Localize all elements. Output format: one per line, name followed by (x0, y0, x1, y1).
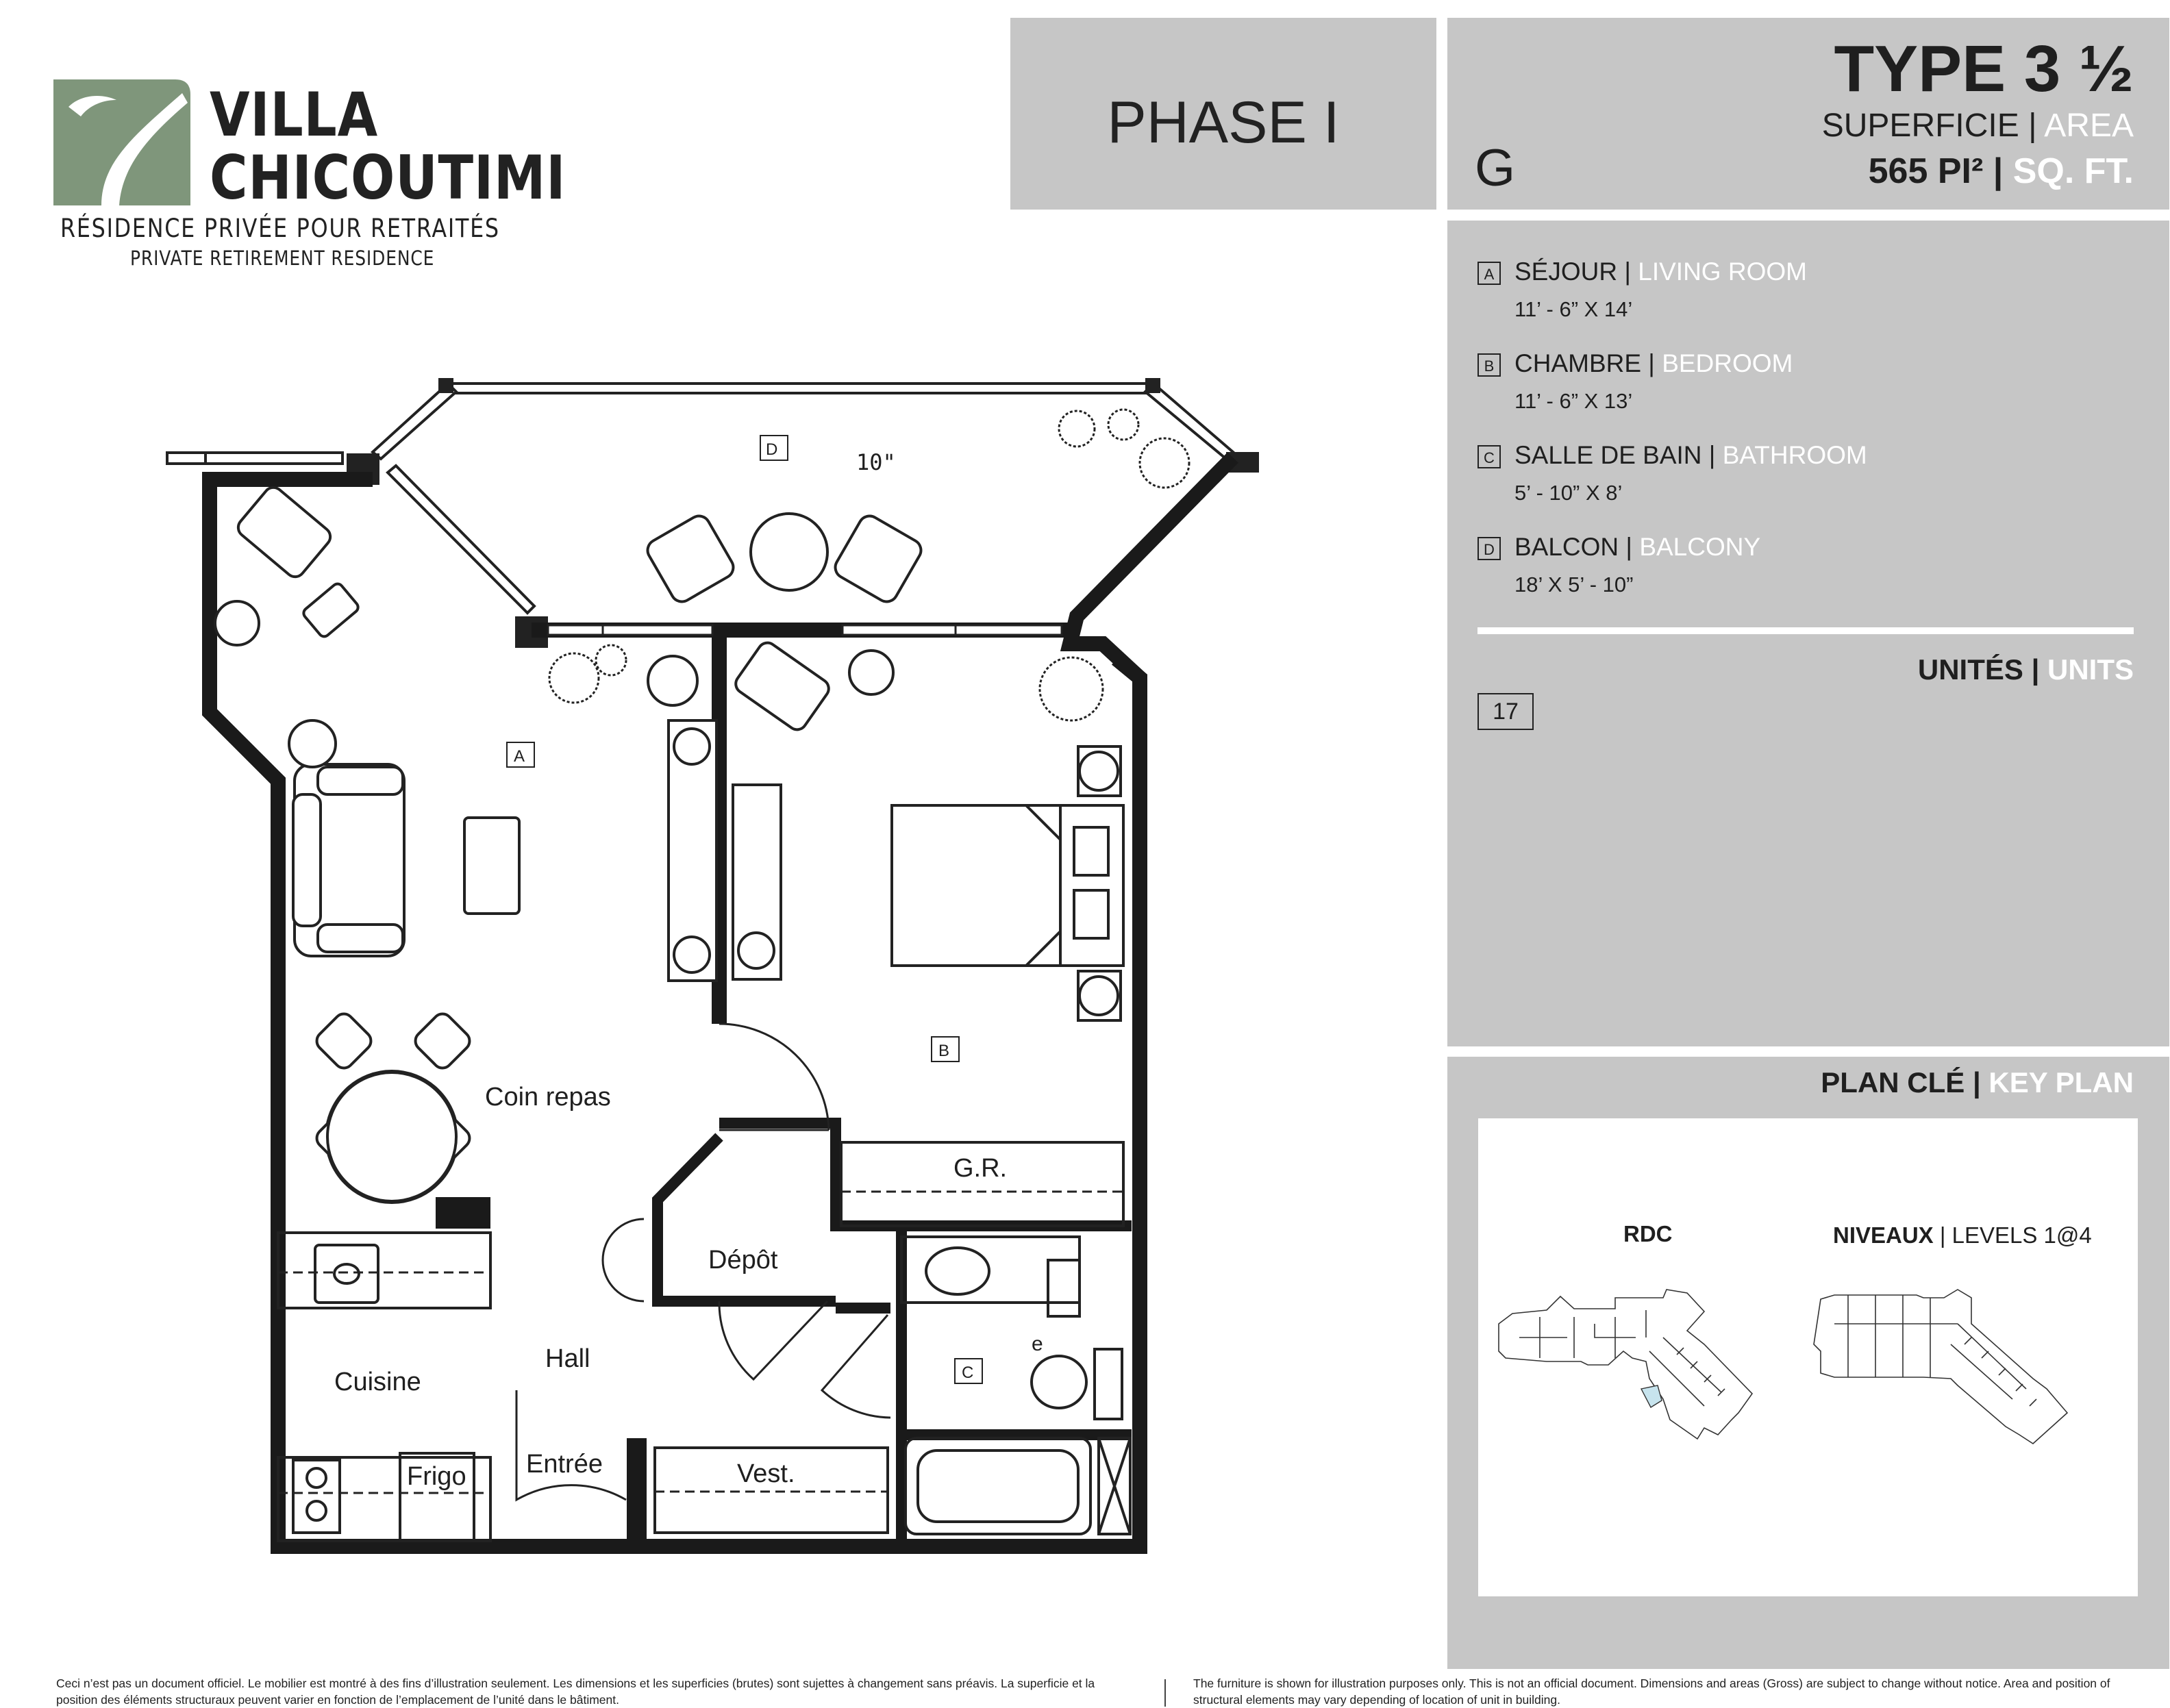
levels-building-outline (1814, 1290, 2067, 1444)
deposit-label: Dépôt (708, 1246, 778, 1274)
section-divider (1477, 627, 2134, 634)
unit-type-panel (1447, 18, 2169, 210)
room-dimensions: 18’ X 5’ - 10” (1514, 573, 1634, 596)
entrance-label: Entrée (526, 1450, 603, 1479)
separator: | (1933, 1222, 1952, 1248)
separator: | (2023, 653, 2047, 686)
key-plan-title-en: KEY PLAN (1988, 1066, 2134, 1098)
column (436, 1197, 490, 1229)
separator: | (1701, 441, 1723, 469)
room-key-c: C (962, 1364, 974, 1382)
room-key-badge: C (1477, 445, 1501, 468)
room-key-badge: A (1477, 262, 1501, 285)
area-value-en: SQ. FT. (2012, 151, 2134, 191)
room-name (1514, 533, 1760, 562)
room-key-b: B (938, 1042, 950, 1060)
rooms-panel (1447, 221, 2169, 1046)
room-key-d: D (766, 440, 778, 459)
key-plan-title (1821, 1066, 2134, 1099)
area-label (1822, 107, 2134, 145)
balcony-note: 10" (856, 449, 896, 475)
room-name-fr: BALCON (1514, 533, 1619, 561)
disclaimer-french: Ceci n’est pas un document officiel. Le mobilier est montré à des fins d’illustration seulement. Les dimensions et les superficies (brutes) sont sujettes à changement sans préavis. La superficie et la position des éléments structuraux peuvent varier en fonction de l’emplacement de l’unité dans le bâtiment. (56, 1676, 1095, 1707)
footer-divider (1164, 1679, 1166, 1707)
room-name (1514, 441, 1867, 470)
unit-letter: G (1475, 139, 1516, 197)
room-dimensions: 11’ - 6” X 13’ (1514, 389, 1633, 413)
room-name-en: LIVING ROOM (1638, 258, 1807, 286)
room-name-fr: SALLE DE BAIN (1514, 441, 1702, 469)
separator: | (1641, 349, 1662, 377)
room-key-a: A (514, 747, 525, 766)
brand-tagline-fr: RÉSIDENCE PRIVÉE POUR RETRAITÉS (60, 214, 500, 243)
hall-label: Hall (545, 1344, 590, 1373)
dining-label: Coin repas (485, 1083, 611, 1112)
room-name-fr: SÉJOUR (1514, 258, 1618, 286)
key-plan-panel (1447, 1057, 2169, 1669)
key-plan-drawing (1478, 1118, 2138, 1596)
brand-name-line1: VILLA (210, 79, 379, 150)
fridge-label: Frigo (407, 1462, 466, 1491)
brand-name-line2: CHICOUTIMI (210, 142, 566, 213)
room-name-en: BEDROOM (1662, 349, 1793, 377)
separator: | (1965, 1066, 1989, 1098)
phase-label: PHASE I (1107, 90, 1340, 155)
units-title-en: UNITS (2047, 653, 2134, 686)
bathroom-fixtures (901, 1237, 1130, 1534)
area-label-fr: SUPERFICIE (1821, 108, 2019, 144)
key-plan-title-fr: PLAN CLÉ (1821, 1066, 1965, 1098)
separator: | (1619, 533, 1640, 561)
units-title-fr: UNITÉS (1917, 653, 2023, 686)
room-name (1514, 258, 1807, 286)
separator: | (2019, 108, 2045, 144)
balcony-posts (347, 378, 1259, 648)
room-dimensions: 11’ - 6” X 14’ (1514, 297, 1633, 321)
levels-label-en: LEVELS 1@4 (1951, 1222, 2092, 1248)
units-title (1918, 653, 2134, 686)
key-plan-card (1478, 1118, 2138, 1596)
closet-label: G.R. (953, 1154, 1008, 1183)
balcony-furniture (644, 512, 925, 606)
disclaimer-english: The furniture is shown for illustration purposes only. This is not an official document. Dimensions and areas (Gross) are subject to change without notice. Area and position of structural elements may vary depending of location of unit in building. (1193, 1676, 2110, 1707)
room-name (1514, 349, 1793, 378)
room-key-badge: B (1477, 353, 1501, 377)
area-value-fr: 565 PI² (1868, 151, 1984, 191)
vestibule-label: Vest. (737, 1459, 795, 1488)
rdc-label: RDC (1623, 1221, 1673, 1246)
unit-number-badge: 17 (1477, 693, 1534, 730)
room-name-en: BATHROOM (1722, 441, 1867, 469)
separator: | (1983, 151, 2013, 191)
kitchen-label: Cuisine (334, 1368, 421, 1396)
room-key-badge: D (1477, 537, 1501, 560)
bathroom-mark: e (1032, 1333, 1043, 1355)
unit-type-title: TYPE 3 ½ (1834, 32, 2134, 105)
unit-highlight (1641, 1385, 1662, 1407)
rdc-building-outline (1499, 1290, 1752, 1439)
room-name-fr: CHAMBRE (1514, 349, 1642, 377)
area-label-en: AREA (2044, 108, 2134, 144)
room-dimensions: 5’ - 10” X 8’ (1514, 481, 1623, 505)
room-name-en: BALCONY (1639, 533, 1761, 561)
brand-tagline-en: PRIVATE RETIREMENT RESIDENCE (130, 247, 435, 270)
levels-label-fr: NIVEAUX (1833, 1222, 1934, 1248)
area-value (1869, 151, 2134, 192)
separator: | (1617, 258, 1638, 286)
